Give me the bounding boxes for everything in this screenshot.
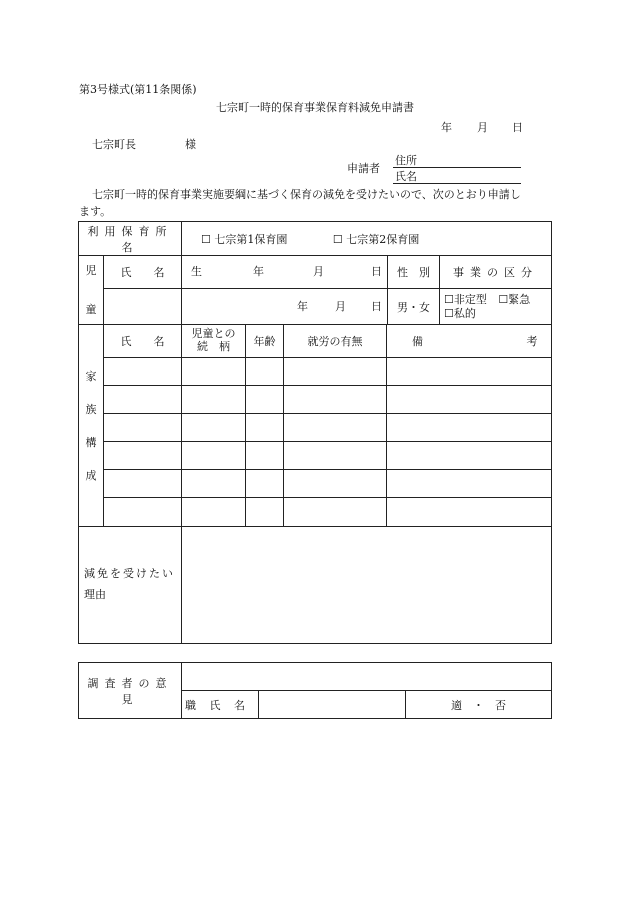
family-work-header: 就労の有無 (284, 325, 387, 358)
addressee-name: 七宗町長 (92, 138, 136, 151)
child-side-label: 児 童 (79, 256, 104, 325)
form-number: 第3号様式(第11条関係) (79, 83, 197, 96)
investigator-opinion-input[interactable] (182, 663, 552, 691)
child-category-header: 事業の区分 (440, 256, 552, 289)
investigator-position-label: 職 氏 名 (182, 691, 259, 719)
child-sex-value[interactable]: 男・女 (388, 289, 440, 325)
facility-options (182, 222, 552, 256)
facility-option-2[interactable]: ☐ 七宗第2保育園 (332, 232, 420, 246)
family-table (78, 324, 552, 527)
child-birth-header: 生 年 月 日 (182, 256, 388, 289)
table-row (79, 386, 552, 414)
family-name-header: 氏 名 (104, 325, 182, 358)
facility-label: 利用保育所名 (79, 222, 182, 256)
facility-option-1[interactable]: ☐ 七宗第1保育園 (201, 232, 288, 246)
intro-text-line1: 七宗町一時的保育事業実施要綱に基づく保育の減免を受けたいので、次のとおり申請し (92, 188, 521, 201)
family-side-label: 家 族 構 成 (79, 325, 104, 527)
table-row (79, 470, 552, 498)
intro-text-line2: ます。 (79, 205, 112, 218)
table-row (79, 442, 552, 470)
table-row (79, 414, 552, 442)
applicant-address-line[interactable] (393, 167, 521, 168)
child-birth-value[interactable]: 年 月 日 (182, 289, 388, 325)
family-age-header: 年齢 (246, 325, 284, 358)
child-sex-header: 性 別 (388, 256, 440, 289)
investigator-verdict[interactable]: 適 ・ 否 (406, 691, 552, 719)
table-row (79, 498, 552, 527)
applicant-address-label: 住所 (395, 154, 417, 167)
family-relation-header: 児童との 続 柄 (182, 325, 246, 358)
category-option-private[interactable]: ☐私的 (444, 306, 476, 320)
facility-table (78, 221, 552, 256)
date-year-label: 年 (441, 121, 452, 134)
reason-table (78, 526, 552, 644)
applicant-label: 申請者 (347, 162, 380, 175)
family-remarks-header: 備 考 (387, 325, 552, 358)
investigator-label: 調査者の意見 (79, 663, 182, 719)
child-name-value[interactable] (104, 289, 182, 325)
date-day-label: 日 (512, 121, 523, 134)
category-option-emergency[interactable]: ☐緊急 (498, 293, 531, 307)
investigator-table (78, 662, 552, 719)
child-table (78, 255, 552, 325)
applicant-name-line[interactable] (393, 183, 521, 184)
addressee-honorific: 様 (185, 138, 196, 151)
child-name-header: 氏 名 (104, 256, 182, 289)
table-row (79, 358, 552, 386)
category-option-irregular[interactable]: ☐非定型 (444, 293, 487, 307)
reason-label: 減免を受けたい 理由 (79, 527, 182, 644)
reason-input[interactable] (182, 527, 552, 644)
applicant-name-label: 氏名 (395, 170, 417, 183)
child-category-options (440, 289, 552, 325)
date-month-label: 月 (477, 121, 488, 134)
investigator-name-input[interactable] (259, 691, 406, 719)
form-title: 七宗町一時的保育事業保育料減免申請書 (216, 101, 414, 114)
